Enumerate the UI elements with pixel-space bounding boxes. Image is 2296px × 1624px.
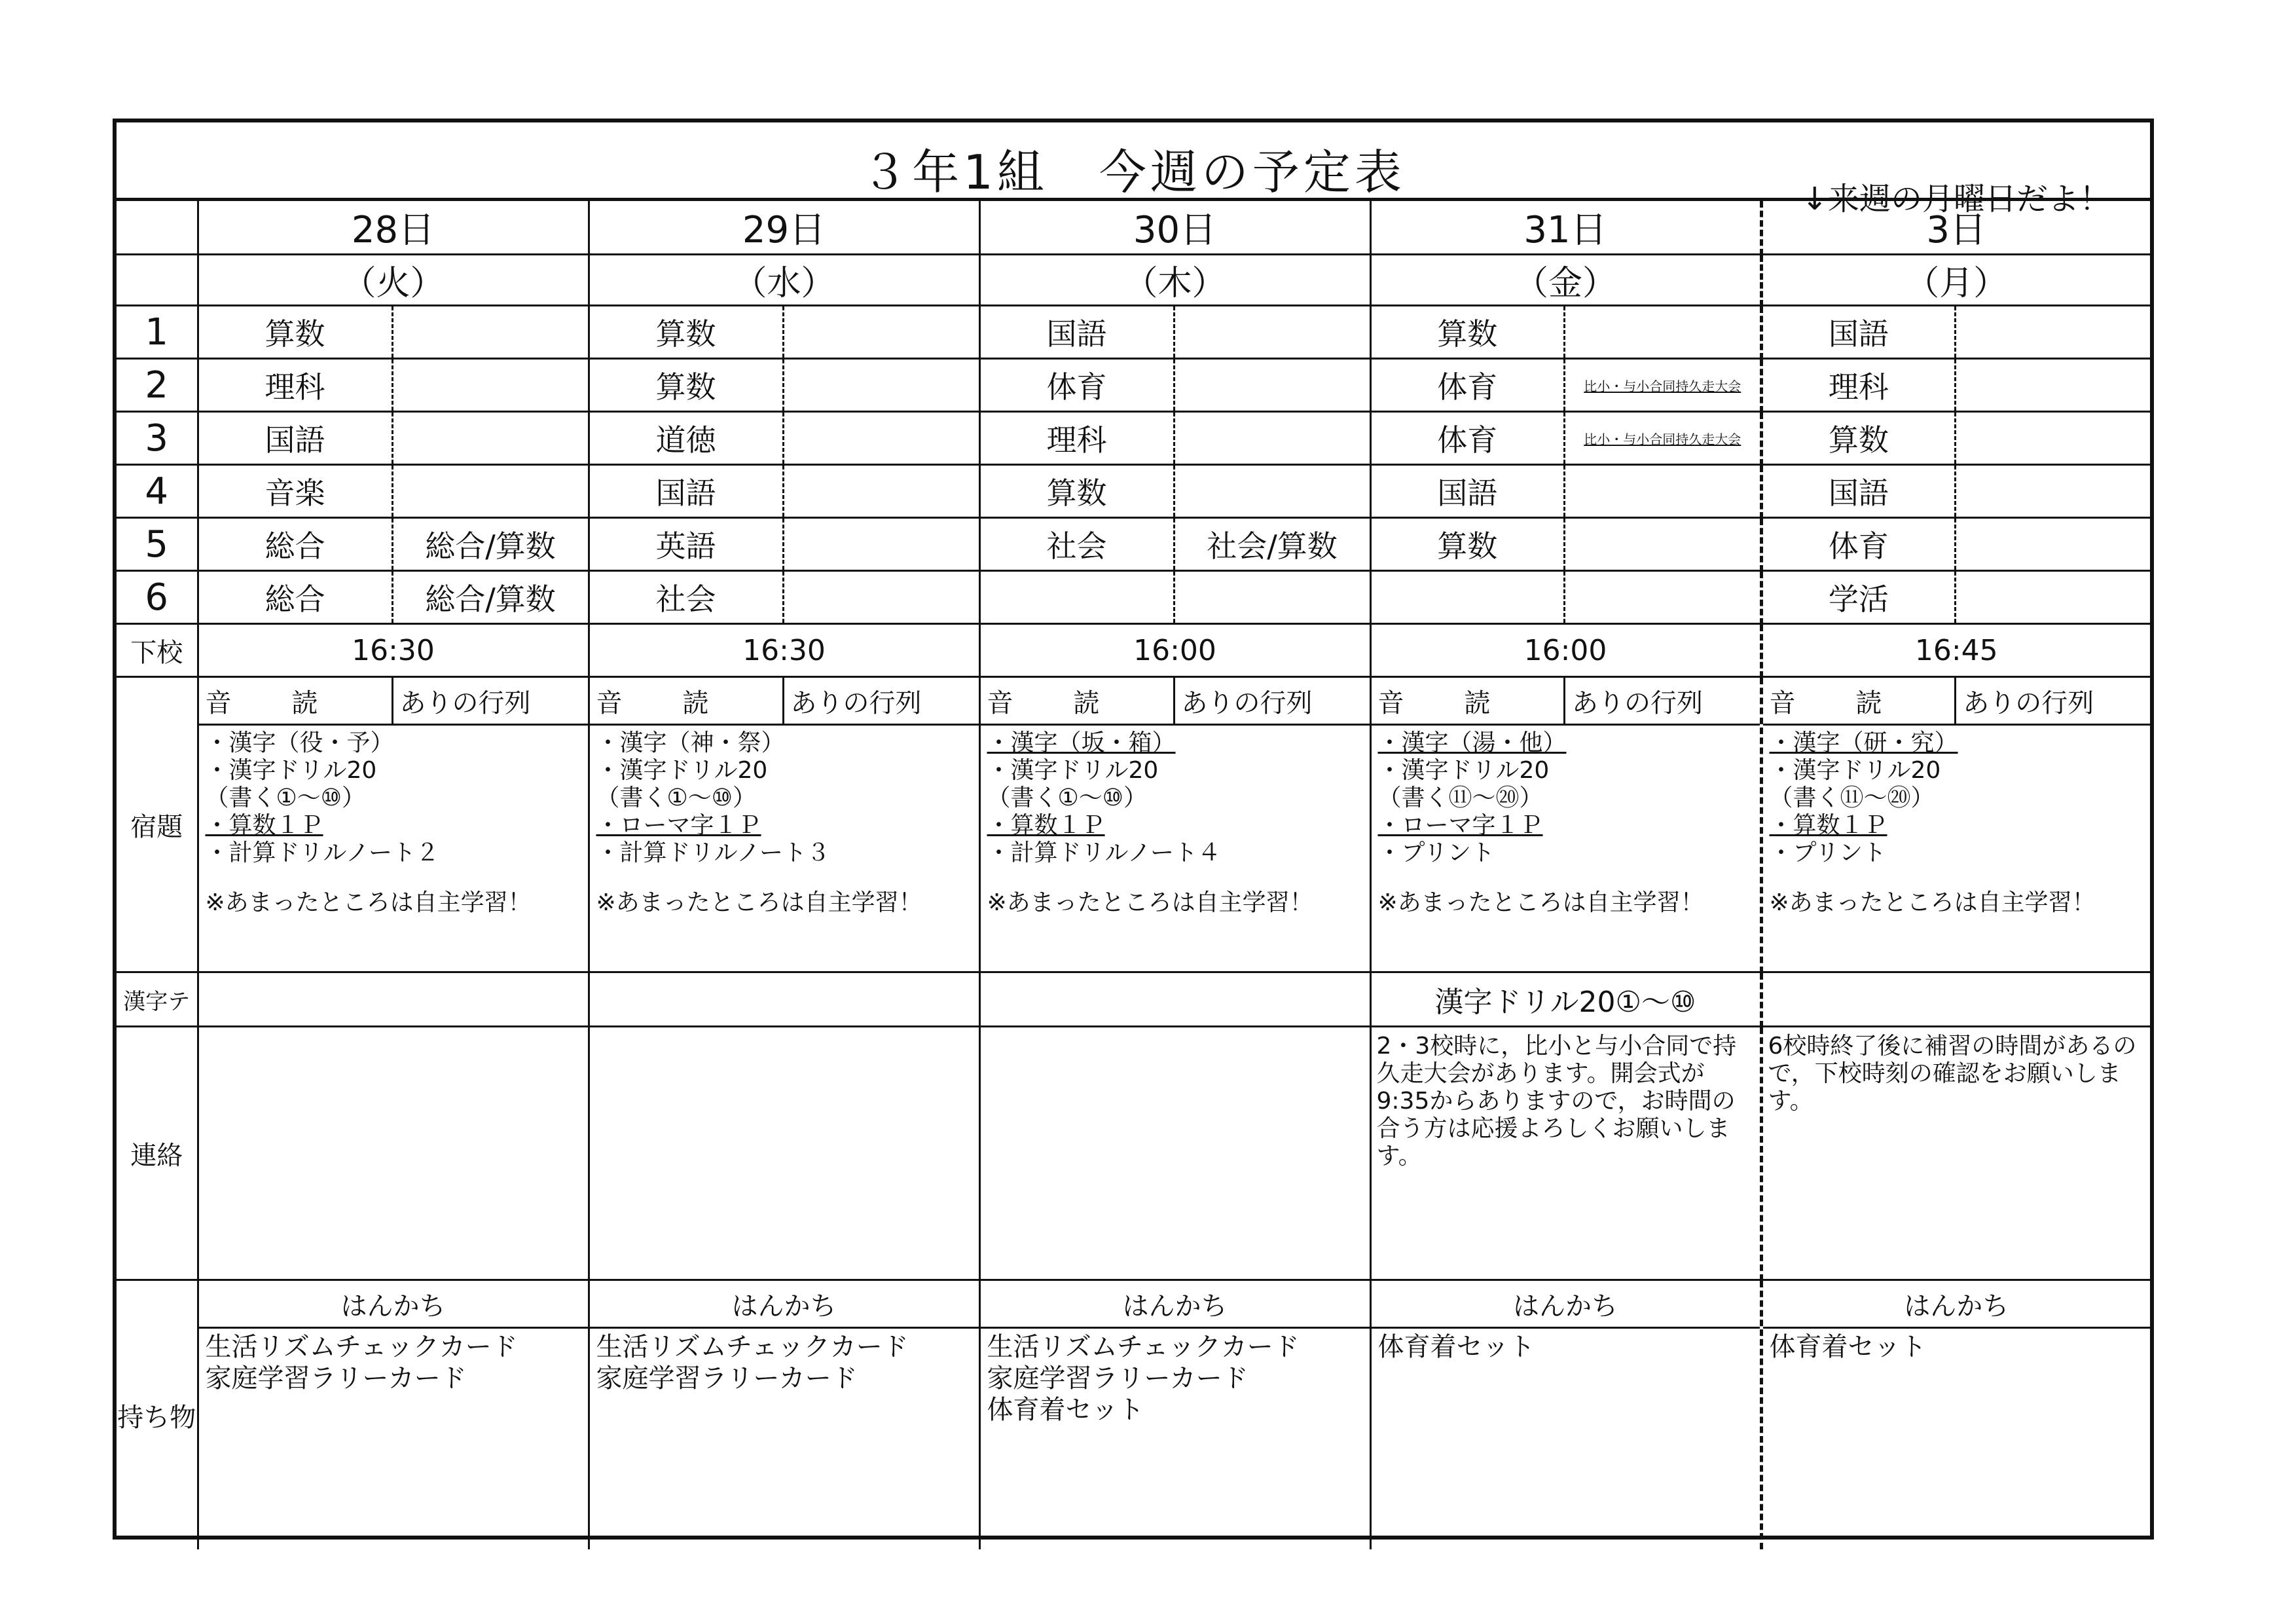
date-cell <box>198 201 589 255</box>
dismissal-time-label: 16:30 <box>742 633 826 667</box>
subject-alt <box>1175 466 1370 517</box>
period-slot <box>1372 413 1760 464</box>
subject <box>981 572 1175 623</box>
subject <box>1372 572 1566 623</box>
period-number-label: 2 <box>145 363 169 407</box>
subject-alt <box>784 466 979 517</box>
dismissal-time-label: 16:45 <box>1914 633 1998 667</box>
weekday-cell <box>589 255 979 306</box>
homework-list <box>199 726 588 922</box>
period-slot <box>981 306 1370 358</box>
subject: 英語 <box>590 519 784 570</box>
period-cell <box>979 359 1370 412</box>
period-slot <box>1763 413 2151 464</box>
homework-item: ・漢字ドリル20 <box>987 757 1159 784</box>
subject: 理科 <box>199 360 393 411</box>
homework-head <box>1763 678 2151 726</box>
homework-cell <box>1370 677 1761 972</box>
subject: 体育 <box>981 360 1175 411</box>
homework-cell <box>198 677 589 972</box>
period-cell <box>979 465 1370 518</box>
subject-alt <box>1956 360 2150 411</box>
subject: 国語 <box>1763 306 1957 358</box>
dismissal-time <box>1370 624 1761 677</box>
weekday-cell <box>979 255 1370 306</box>
homework-item: ・漢字ドリル20 <box>205 757 377 784</box>
period-slot <box>981 360 1370 411</box>
notice-text: 6校時終了後に補習の時間があるので，下校時刻の確認をお願いします。 <box>1768 1033 2137 1115</box>
period-number-label: 3 <box>145 416 169 460</box>
homework-item: ・計算ドリルノート３ <box>596 840 830 866</box>
subject-alt <box>1956 466 2150 517</box>
period-slot <box>1372 306 1760 358</box>
homework-list <box>981 726 1370 922</box>
period-cell <box>589 359 979 412</box>
row-label-text: 宿題 <box>130 811 183 842</box>
homework-item: ・漢字（湯・他） <box>1377 729 1567 756</box>
weekly-schedule-table <box>117 201 2150 1549</box>
homework-item: ・算数１Ｐ <box>987 812 1105 839</box>
period-slot <box>590 413 979 464</box>
period-slot <box>590 306 979 358</box>
period-cell <box>589 571 979 624</box>
period-slot <box>981 572 1370 623</box>
period-cell <box>1370 412 1761 465</box>
row-label-notice <box>117 1027 198 1280</box>
period-slot <box>199 360 588 411</box>
period-number <box>117 518 198 571</box>
date-cell <box>979 201 1370 255</box>
homework-item: （書く①～⑩） <box>205 784 366 811</box>
subject-alt <box>1956 572 2150 623</box>
date-label: 3日 <box>1926 209 1987 251</box>
homework-item: （書く⑪～⑳） <box>1377 784 1543 811</box>
schedule-sheet <box>113 119 2154 1540</box>
homework-list <box>590 726 979 922</box>
belongings-item: 家庭学習ラリーカード <box>987 1363 1248 1393</box>
notice-cell <box>198 1027 589 1280</box>
homework-head <box>199 678 588 726</box>
period-slot <box>199 413 588 464</box>
subject-alt <box>1175 306 1370 358</box>
dismissal-time <box>198 624 589 677</box>
notice-cell <box>589 1027 979 1280</box>
date-cell <box>589 201 979 255</box>
subject: 国語 <box>981 306 1175 358</box>
homework-item: ・算数１Ｐ <box>205 812 323 839</box>
period-slot <box>1372 519 1760 570</box>
belongings-list <box>981 1329 1370 1428</box>
belongings-list <box>1763 1329 2151 1365</box>
period-slot <box>1763 519 2151 570</box>
subject: 算数 <box>1372 306 1566 358</box>
period-slot <box>981 466 1370 517</box>
date-label: 31日 <box>1523 209 1607 251</box>
subject: 体育 <box>1372 360 1566 411</box>
subject-alt <box>784 572 979 623</box>
subject: 体育 <box>1372 413 1566 464</box>
dismissal-time-label: 16:00 <box>1523 633 1607 667</box>
next-week-note: ↓来週の月曜日だよ！ <box>1801 181 2111 217</box>
homework-remark: ※あまったところは自主学習！ <box>987 889 1313 916</box>
reading-label: 音 読 <box>1763 678 1957 724</box>
period-slot <box>1372 360 1760 411</box>
period-cell <box>979 518 1370 571</box>
reading-label: 音 読 <box>981 678 1175 724</box>
subject: 算数 <box>590 360 784 411</box>
period-number <box>117 412 198 465</box>
dismissal-time-label: 16:00 <box>1133 633 1216 667</box>
period-number <box>117 359 198 412</box>
subject: 理科 <box>981 413 1175 464</box>
period-cell <box>1761 518 2150 571</box>
homework-head <box>590 678 979 726</box>
period-cell <box>1761 359 2150 412</box>
homework-cell <box>1761 677 2150 972</box>
belongings-item: 体育着セット <box>987 1395 1144 1425</box>
period-cell <box>589 306 979 359</box>
row-label-dismissal <box>117 624 198 677</box>
homework-item: ・計算ドリルノート２ <box>205 840 439 866</box>
belongings-item: 生活リズムチェックカード <box>596 1332 909 1362</box>
dismissal-time-label: 16:30 <box>352 633 435 667</box>
period-cell <box>1761 412 2150 465</box>
reading-title: ありの行列 <box>790 688 922 718</box>
row-label-text: 持ち物 <box>117 1402 196 1433</box>
subject: 国語 <box>1372 466 1566 517</box>
subject: 国語 <box>1763 466 1957 517</box>
kanji-test-cell <box>1370 972 1761 1027</box>
homework-item: ・算数１Ｐ <box>1769 812 1887 839</box>
belongings-item: 体育着セット <box>1377 1332 1535 1362</box>
period-cell <box>979 412 1370 465</box>
belongings-cell <box>979 1280 1370 1550</box>
subject: 国語 <box>590 466 784 517</box>
period-cell <box>198 412 589 465</box>
period-slot <box>199 466 588 517</box>
period-cell <box>1370 571 1761 624</box>
subject: 理科 <box>1763 360 1957 411</box>
date-label: 29日 <box>742 209 826 251</box>
date-label: 28日 <box>351 209 435 251</box>
period-cell <box>1370 465 1761 518</box>
belongings-item: 体育着セット <box>1769 1332 1927 1362</box>
subject: 体育 <box>1763 519 1957 570</box>
subject-alt <box>1175 413 1370 464</box>
period-slot <box>590 572 979 623</box>
belongings-item: 家庭学習ラリーカード <box>596 1363 858 1393</box>
handkerchief-label: はんかち <box>1372 1281 1760 1329</box>
subject: 算数 <box>1763 413 1957 464</box>
subject: 算数 <box>1372 519 1566 570</box>
dismissal-time <box>589 624 979 677</box>
homework-remark: ※あまったところは自主学習！ <box>1377 889 1704 916</box>
belongings-cell <box>589 1280 979 1550</box>
row-label-text: 下校 <box>130 637 183 668</box>
date-cell <box>1761 201 2150 255</box>
subject: 社会 <box>981 519 1175 570</box>
reading-title: ありの行列 <box>1572 688 1703 718</box>
belongings-cell <box>1370 1280 1761 1550</box>
dismissal-time <box>1761 624 2150 677</box>
row-label-text: 連絡 <box>130 1140 183 1171</box>
period-cell <box>589 465 979 518</box>
subject-alt <box>393 413 588 464</box>
period-slot <box>981 413 1370 464</box>
subject-alt: 総合/算数 <box>425 528 556 564</box>
period-slot <box>590 466 979 517</box>
reading-label: 音 読 <box>199 678 393 724</box>
date-cell <box>1370 201 1761 255</box>
subject-alt <box>1565 572 1760 623</box>
period-slot <box>1763 572 2151 623</box>
homework-item: ・漢字（研・究） <box>1769 729 1958 756</box>
subject-alt: 社会/算数 <box>1207 528 1338 564</box>
homework-item: ・ローマ字１Ｐ <box>596 812 761 839</box>
homework-item: ・漢字（坂・箱） <box>987 729 1176 756</box>
period-slot <box>1763 466 2151 517</box>
period-slot <box>590 360 979 411</box>
subject-alt <box>784 360 979 411</box>
subject-alt: 比小・与小合同持久走大会 <box>1584 378 1741 394</box>
subject-alt <box>393 466 588 517</box>
period-number-label: 6 <box>145 576 169 619</box>
homework-item: ・プリント <box>1377 840 1495 866</box>
row-label-kanji-test <box>117 972 198 1027</box>
period-number <box>117 571 198 624</box>
row-label-text: 漢字テ <box>123 988 191 1015</box>
weekday-cell <box>1370 255 1761 306</box>
homework-head <box>981 678 1370 726</box>
period-slot <box>199 306 588 358</box>
period-number <box>117 465 198 518</box>
subject-alt <box>1956 413 2150 464</box>
homework-item: （書く①～⑩） <box>596 784 757 811</box>
subject-alt <box>1565 466 1760 517</box>
homework-list <box>1763 726 2151 922</box>
homework-head <box>1372 678 1760 726</box>
homework-list <box>1372 726 1760 922</box>
weekday-label: （月） <box>1905 264 2008 303</box>
weekday-label: （火） <box>342 264 445 303</box>
period-number-label: 4 <box>145 470 169 513</box>
reading-label: 音 読 <box>590 678 784 724</box>
weekday-cell <box>1761 255 2150 306</box>
kanji-test-cell <box>198 972 589 1027</box>
homework-item: ・ローマ字１Ｐ <box>1377 812 1543 839</box>
homework-remark: ※あまったところは自主学習！ <box>1769 889 2096 916</box>
subject-alt <box>784 413 979 464</box>
row-label-homework <box>117 677 198 972</box>
homework-item: ・計算ドリルノート４ <box>987 840 1221 866</box>
weekday-label: （金） <box>1514 264 1616 303</box>
period-cell <box>198 306 589 359</box>
period-cell <box>1761 465 2150 518</box>
handkerchief-label: はんかち <box>590 1281 979 1329</box>
subject: 総合 <box>199 572 393 623</box>
reading-title: ありの行列 <box>399 688 531 718</box>
period-cell <box>198 571 589 624</box>
period-number <box>117 306 198 359</box>
period-slot <box>590 519 979 570</box>
notice-cell <box>979 1027 1370 1280</box>
belongings-item: 生活リズムチェックカード <box>205 1332 518 1362</box>
belongings-item: 生活リズムチェックカード <box>987 1332 1300 1362</box>
subject-alt: 比小・与小合同持久走大会 <box>1584 431 1741 447</box>
subject-alt: 総合/算数 <box>425 581 556 617</box>
notice-cell <box>1370 1027 1761 1280</box>
subject-alt <box>784 306 979 358</box>
homework-item: ・漢字（神・祭） <box>596 729 785 756</box>
period-cell <box>198 465 589 518</box>
dismissal-time <box>979 624 1370 677</box>
subject: 算数 <box>981 466 1175 517</box>
reading-title: ありの行列 <box>1181 688 1313 718</box>
kanji-test-cell <box>589 972 979 1027</box>
subject: 社会 <box>590 572 784 623</box>
period-cell <box>589 518 979 571</box>
belongings-list <box>1372 1329 1760 1365</box>
weekday-label: （木） <box>1123 264 1226 303</box>
corner-cell <box>117 201 198 255</box>
homework-item: ・プリント <box>1769 840 1887 866</box>
weekday-label: （水） <box>733 264 835 303</box>
subject: 国語 <box>199 413 393 464</box>
belongings-list <box>199 1329 588 1397</box>
period-cell <box>979 571 1370 624</box>
notice-cell <box>1761 1027 2150 1280</box>
period-number-label: 5 <box>145 523 169 566</box>
subject-alt <box>1175 360 1370 411</box>
subject-alt <box>393 306 588 358</box>
weekday-cell <box>198 255 589 306</box>
homework-item: ・漢字ドリル20 <box>1377 757 1550 784</box>
subject-alt <box>784 519 979 570</box>
period-number-label: 1 <box>145 310 169 354</box>
homework-item: ・漢字ドリル20 <box>1769 757 1941 784</box>
subject-alt <box>1565 519 1760 570</box>
homework-item: ・漢字（役・予） <box>205 729 394 756</box>
period-slot <box>1763 306 2151 358</box>
period-slot <box>199 519 588 570</box>
subject: 総合 <box>199 519 393 570</box>
subject: 学活 <box>1763 572 1957 623</box>
kanji-test-cell <box>1761 972 2150 1027</box>
period-cell <box>1370 518 1761 571</box>
homework-remark: ※あまったところは自主学習！ <box>205 889 532 916</box>
period-slot <box>1372 466 1760 517</box>
handkerchief-label: はんかち <box>981 1281 1370 1329</box>
subject-alt <box>1565 306 1760 358</box>
subject-alt <box>1175 572 1370 623</box>
belongings-cell <box>198 1280 589 1550</box>
row-label-belongings <box>117 1280 198 1550</box>
homework-item: （書く⑪～⑳） <box>1769 784 1935 811</box>
period-cell <box>979 306 1370 359</box>
homework-cell <box>589 677 979 972</box>
handkerchief-label: はんかち <box>199 1281 588 1329</box>
period-slot <box>1372 572 1760 623</box>
corner-cell <box>117 255 198 306</box>
homework-item: （書く①～⑩） <box>987 784 1148 811</box>
notice-text: 2・3校時に，比小と与小合同で持久走大会があります。開会式が9:35からありますので，お時間の合う方は応援よろしくお願いします。 <box>1376 1033 1737 1170</box>
period-slot <box>199 572 588 623</box>
belongings-item: 家庭学習ラリーカード <box>205 1363 467 1393</box>
handkerchief-label: はんかち <box>1763 1281 2151 1329</box>
subject: 道徳 <box>590 413 784 464</box>
date-label: 30日 <box>1133 209 1217 251</box>
subject: 算数 <box>590 306 784 358</box>
period-cell <box>589 412 979 465</box>
reading-title: ありの行列 <box>1963 688 2094 718</box>
homework-cell <box>979 677 1370 972</box>
period-cell <box>1761 306 2150 359</box>
period-slot <box>981 519 1370 570</box>
kanji-test-cell <box>979 972 1370 1027</box>
period-cell <box>1761 571 2150 624</box>
period-cell <box>1370 359 1761 412</box>
page-title: ３年1組 今週の予定表 <box>861 145 1406 200</box>
subject: 音楽 <box>199 466 393 517</box>
subject-alt <box>393 360 588 411</box>
subject-alt <box>1956 519 2150 570</box>
belongings-list <box>590 1329 979 1397</box>
reading-label: 音 読 <box>1372 678 1566 724</box>
title-row <box>117 122 2150 217</box>
period-slot <box>1763 360 2151 411</box>
period-cell <box>198 518 589 571</box>
homework-item: ・漢字ドリル20 <box>596 757 768 784</box>
subject: 算数 <box>199 306 393 358</box>
subject-alt <box>1956 306 2150 358</box>
period-cell <box>1370 306 1761 359</box>
period-cell <box>198 359 589 412</box>
kanji-test-label: 漢字ドリル20①～⑩ <box>1434 986 1696 1019</box>
homework-remark: ※あまったところは自主学習！ <box>596 889 922 916</box>
belongings-cell <box>1761 1280 2150 1550</box>
